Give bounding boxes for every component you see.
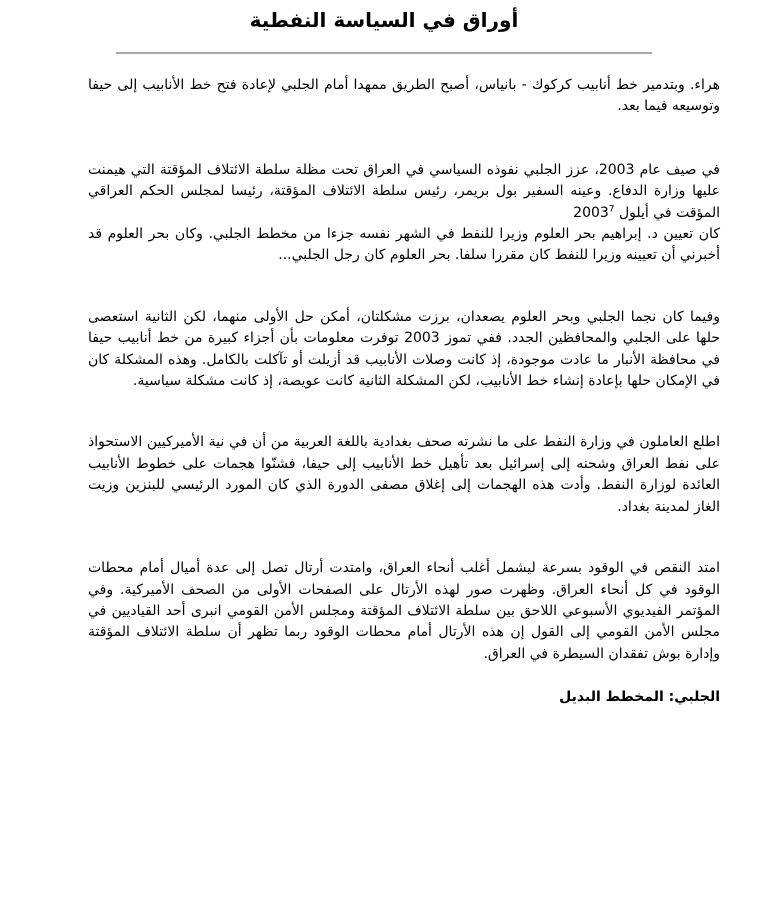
header-divider bbox=[116, 52, 652, 54]
footnote-reference[interactable]: 7 bbox=[608, 203, 615, 214]
paragraph-4: وفيما كان نجما الجلبي وبحر العلوم يصعدان، برزت مشكلتان، أمكن حل الأولى منهما، لكن الثانية استعصى حلها على الجلبي والمحافظين الجدد. ففي تموز 2003 توفرت معلومات بأن أجزاء كبيرة من خط أنابيب حيفا في محافظة الأنبار ما عادت موجودة، إذ كانت وصلات الأنابيب قد أزيلت أو تآكلت بالكامل. وهذه المشكلة كان في الإمكان حلها بإعادة إنشاء خط الأنابيب، لكن المشكلة الثانية كانت عويصة، إذ كانت مشكلة سياسية. bbox=[88, 308, 720, 390]
paragraph-6: امتد النقص في الوقود بسرعة ليشمل أغلب أنحاء العراق، وامتدت أرتال تصل إلى عدة أميال أمام محطات الوقود في كل أنحاء العراق. وظهرت صور لهذه الأرتال على الصفحات الأولى من الصحف الأميركية. وفي المؤتمر الفيديوي الأسبوعي اللاحق بين سلطة الائتلاف المؤقتة ومجلس الأمن القومي انبرى أحد القياديين في مجلس الأمن القومي إلى القول إن هذه الأرتال أمام محطات الوقود ربما تظهر أن سلطة الائتلاف المؤقتة وإدارة بوش تفقدان السيطرة في العراق. bbox=[88, 560, 720, 662]
paragraph-1: هراء. وبتدمير خط أنابيب كركوك - بانياس، أصبح الطريق ممهدا أمام الجلبي لإعادة فتح خط الأنابيب إلى حيفا وتوسيعه فيما بعد. bbox=[88, 77, 720, 115]
paragraph-5: اطلع العاملون في وزارة النفط على ما نشرته صحف بغدادية باللغة العربية من أن في نية الأميركيين الاستحواذ على نفط العراق وشحنه إلى إسرائيل بعد تأهيل خط الأنابيب إلى حيفا، فشنّوا هجمات على خطوط الأنابيب العائدة لوزارة النفط. وأدت هذه الهجمات إلى إغلاق مصفى الدورة الذي كان المورد الرئيسي للبنزين وزيت الغاز لمدينة بغداد. bbox=[88, 434, 720, 515]
document-body bbox=[88, 75, 720, 707]
paragraph-2 bbox=[88, 160, 720, 224]
section-heading: الجلبي: المخطط البديل bbox=[559, 689, 720, 706]
page-title: أوراق في السياسة النفطية bbox=[249, 8, 519, 32]
paragraph-2-text: في صيف عام 2003، عزز الجلبي نفوذه السياسي في العراق تحت مظلة سلطة الائتلاف المؤقتة التي هيمنت عليها وزارة الدفاع. وعينه السفير بول بريمر، رئيس سلطة الائتلاف المؤقتة، رئيسا لمجلس الحكم العراقي المؤقت في أيلول 2003 bbox=[88, 161, 720, 221]
paragraph-3: كان تعيين د. إبراهيم بحر العلوم وزيرا للنفط في الشهر نفسه جزءا من مخطط الجلبي. وكان بحر العلوم قد أخبرني أن تعيينه وزيرا للنفط كان مقررا سلفا. بحر العلوم كان رجل الجلبي... bbox=[88, 226, 720, 264]
page-header bbox=[0, 6, 768, 34]
